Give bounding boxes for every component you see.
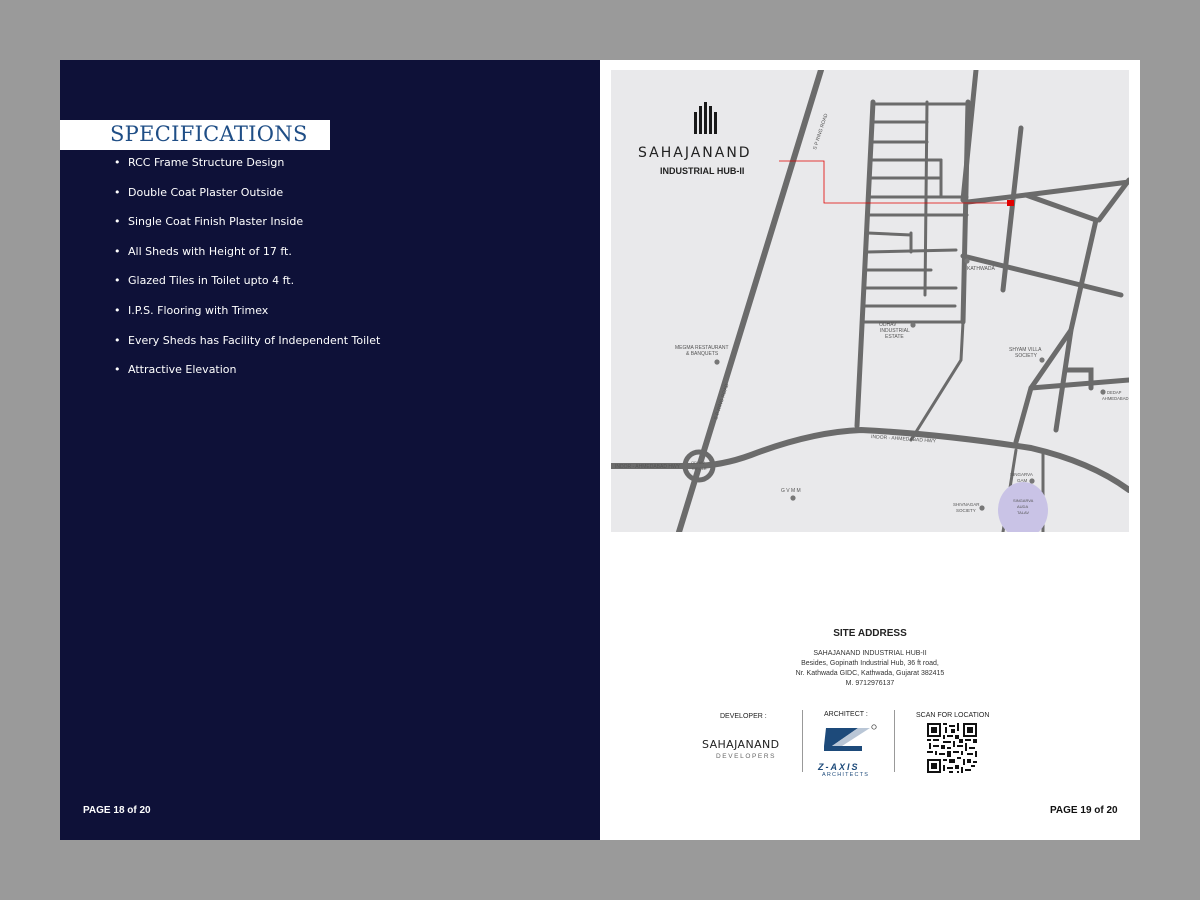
building-logo-icon bbox=[693, 102, 717, 144]
odhav-estate-label-1: ODHAV bbox=[879, 322, 897, 328]
kathwada-dot bbox=[964, 258, 969, 263]
spec-item: • Every Sheds has Facility of Independent Toilet bbox=[114, 333, 381, 347]
specifications-list bbox=[114, 156, 380, 393]
grid-road-west bbox=[857, 102, 873, 426]
site-marker-icon bbox=[1007, 200, 1014, 206]
spec-item: • RCC Frame Structure Design bbox=[114, 156, 285, 169]
bullet-icon: • bbox=[114, 185, 121, 199]
road-label-sp-ring-top: S P RING ROAD bbox=[812, 112, 830, 151]
shivnagar-dot bbox=[979, 505, 984, 510]
highway-label-left: INDOR - AHMEDABAD HWY bbox=[615, 464, 681, 470]
shyam-villa-label-1: SHYAM VILLA bbox=[1009, 347, 1042, 353]
footer-divider-2 bbox=[894, 710, 895, 772]
odhav-estate-dot bbox=[910, 322, 915, 327]
talav-label-3: TALAV bbox=[1017, 510, 1030, 515]
talav-label-1: SINGARVA bbox=[1013, 498, 1034, 503]
gvmm-dot bbox=[790, 495, 795, 500]
gvmm-label: G V M M bbox=[781, 488, 801, 494]
bullet-icon: • bbox=[114, 244, 121, 258]
address-line-1: SAHAJANAND INDUSTRIAL HUB-II bbox=[813, 650, 927, 657]
kathwada-label: KATHWADA bbox=[967, 266, 995, 272]
scan-label: SCAN FOR LOCATION bbox=[916, 712, 990, 719]
odhav-estate-label-3: ESTATE bbox=[885, 334, 904, 340]
spec-item: • Glazed Tiles in Toilet upto 4 ft. bbox=[114, 274, 295, 288]
project-name: INDUSTRIAL HUB-II bbox=[660, 166, 745, 176]
specifications-heading: SPECIFICATIONS bbox=[110, 122, 308, 146]
qr-code-icon[interactable] bbox=[927, 723, 977, 773]
architect-label: ARCHITECT : bbox=[824, 711, 868, 718]
left-page bbox=[60, 60, 600, 840]
location-map bbox=[611, 70, 1129, 532]
circle-label-1: ODHAV bbox=[691, 460, 705, 465]
odhav-estate-label-2: INDUSTRIAL bbox=[880, 328, 910, 334]
spec-item: • All Sheds with Height of 17 ft. bbox=[114, 244, 292, 258]
bullet-icon: • bbox=[114, 303, 121, 317]
specifications-banner bbox=[60, 120, 330, 150]
page-number-left: PAGE 18 of 20 bbox=[83, 805, 151, 816]
bullet-icon: • bbox=[114, 156, 121, 169]
bullet-icon: • bbox=[114, 215, 121, 229]
highway-label-right: INDOR - AHMEDABAD HWY bbox=[870, 434, 937, 445]
dedap-label-2: AHMEDABAD bbox=[1102, 396, 1129, 401]
shivnagar-label-2: SOCIETY bbox=[956, 508, 976, 513]
architect-name: Z-AXIS bbox=[818, 762, 860, 772]
right-page bbox=[600, 60, 1140, 840]
address-line-3: Nr. Kathwada GIDC, Kathwada, Gujarat 382415 bbox=[795, 670, 945, 677]
developer-label: DEVELOPER : bbox=[720, 713, 767, 720]
site-address-title: SITE ADDRESS bbox=[833, 628, 907, 639]
footer-divider-1 bbox=[802, 710, 803, 772]
singarva-gam-label-2: GAM bbox=[1017, 478, 1028, 483]
dedap-dot bbox=[1100, 389, 1105, 394]
bullet-icon: • bbox=[114, 274, 121, 288]
spec-item: • Double Coat Plaster Outside bbox=[114, 185, 284, 199]
bullet-icon: • bbox=[114, 333, 121, 347]
megma-label-2: & BANQUETS bbox=[686, 351, 719, 357]
developer-name: SAHAJANAND bbox=[702, 738, 780, 751]
singarva-gam-dot bbox=[1029, 478, 1034, 483]
developer-subtitle: DEVELOPERS bbox=[716, 753, 777, 760]
shyam-villa-label-2: SOCIETY bbox=[1015, 353, 1037, 359]
address-line-4: M. 9712976137 bbox=[845, 680, 895, 687]
dedap-label-1: DEDAP bbox=[1107, 390, 1122, 395]
address-line-2: Besides, Gopinath Industrial Hub, 36 ft road, bbox=[801, 660, 939, 667]
shivnagar-label-1: SHIVNAGAR bbox=[953, 502, 980, 507]
spec-item: • Single Coat Finish Plaster Inside bbox=[114, 215, 304, 229]
brand-name: SAHAJANAND bbox=[638, 145, 752, 161]
spec-item: • I.P.S. Flooring with Trimex bbox=[114, 303, 269, 317]
talav-label-2: AUDA bbox=[1017, 504, 1029, 509]
road-label-sp-ring-bottom: S P RING ROAD bbox=[713, 382, 731, 421]
architect-subtitle: ARCHITECTS bbox=[822, 772, 870, 778]
z-axis-logo-icon bbox=[818, 724, 880, 760]
page-number-right: PAGE 19 of 20 bbox=[1050, 805, 1118, 816]
shyam-villa-dot bbox=[1039, 357, 1044, 362]
circle-label-2: CIRCLE bbox=[692, 466, 707, 471]
megma-label-1: MEGMA RESTAURANT bbox=[675, 345, 729, 351]
spec-item: • Attractive Elevation bbox=[114, 363, 237, 377]
megma-dot bbox=[714, 359, 719, 364]
singarva-gam-label-1: SINGARVA bbox=[1010, 472, 1033, 477]
map-svg bbox=[611, 70, 1129, 532]
bullet-icon: • bbox=[114, 363, 121, 377]
